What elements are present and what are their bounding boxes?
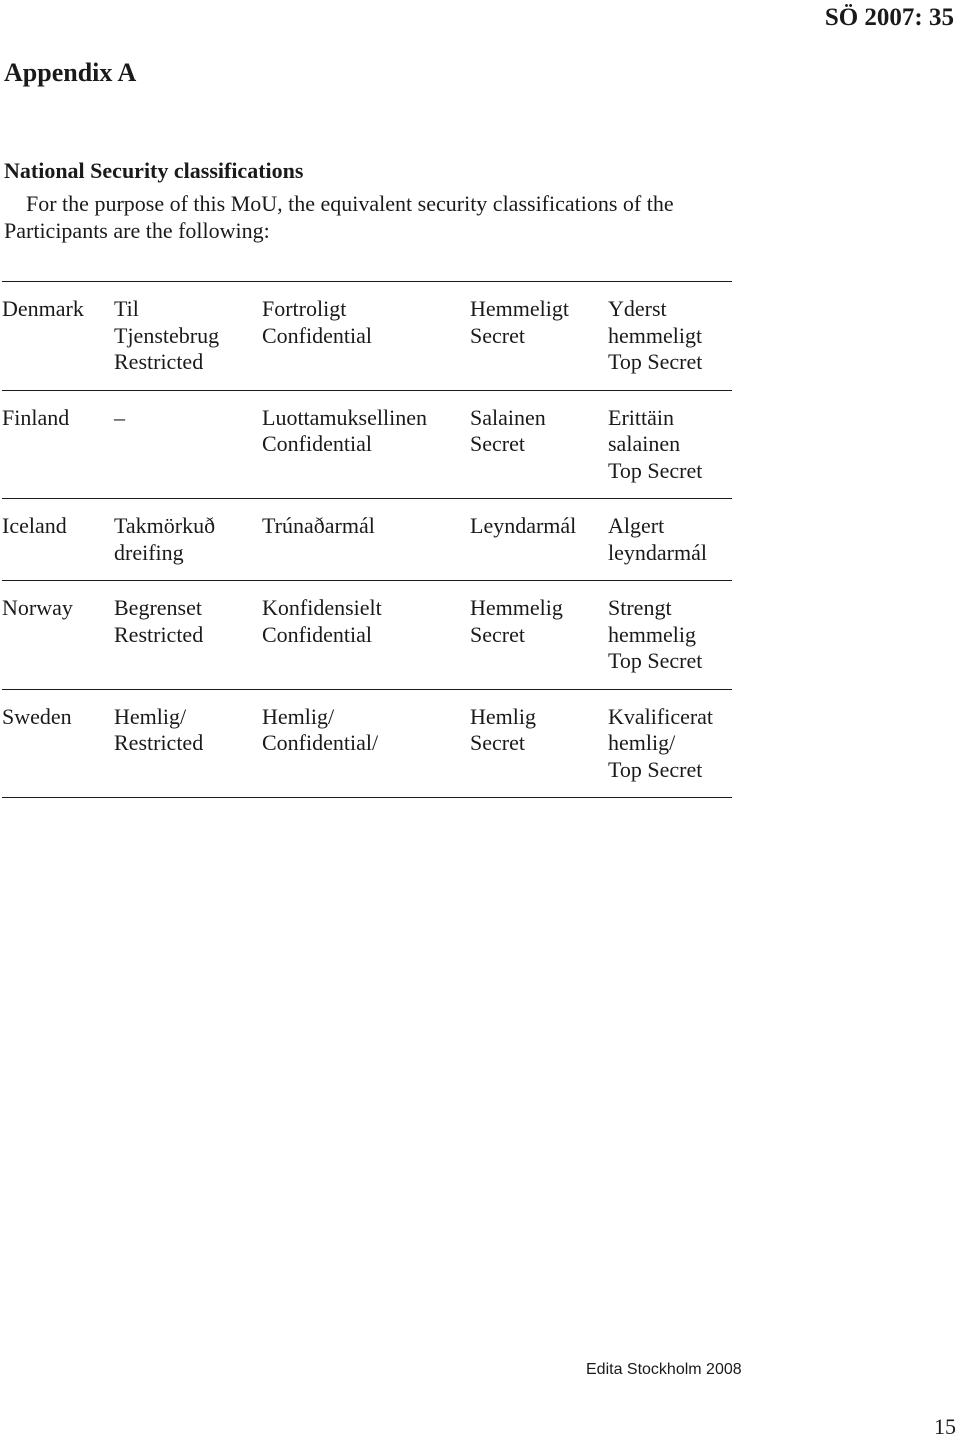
classification-level-4-cell: [608, 581, 732, 690]
classification-text-line: Til: [114, 296, 139, 321]
classification-text-line: Restricted: [114, 349, 204, 374]
classification-level-2-cell: [262, 390, 470, 499]
classification-text-line: Top Secret: [608, 648, 703, 673]
classification-level-3-cell: [470, 689, 608, 798]
classification-text-line: Secret: [470, 621, 525, 647]
classification-text-line: Fortroligt: [262, 296, 347, 321]
classification-text-line: Secret: [470, 322, 525, 348]
classification-text-line: Hemlig/: [114, 703, 187, 729]
classification-table-body: [2, 282, 732, 798]
classification-text-line: Algert: [608, 513, 665, 538]
classification-level-1-cell: [114, 689, 262, 798]
table-row: [2, 390, 732, 499]
publisher-footer: Edita Stockholm 2008: [586, 1361, 742, 1378]
classification-level-4-cell: [608, 689, 732, 798]
table-row: [2, 581, 732, 690]
classification-text-line: Hemlig/: [262, 703, 335, 729]
classification-level-3-cell: [470, 390, 608, 499]
table-row: [2, 689, 732, 798]
classification-text-line: Luottamuksellinen: [262, 404, 427, 430]
appendix-title: Appendix A: [4, 58, 137, 87]
classification-text-line: Confidential: [262, 621, 372, 647]
classification-text-line: Takmörkuð: [114, 513, 216, 538]
classification-level-1-cell: [114, 581, 262, 690]
classification-text-line: Yderst: [608, 296, 667, 321]
classification-text-line: Begrenset: [114, 595, 202, 620]
classification-text-line: Salainen: [470, 404, 546, 430]
classification-level-4-cell: [608, 282, 732, 391]
section-title: National Security classifications: [4, 158, 304, 183]
classification-text-line: Trúnaðarmál: [262, 513, 375, 538]
classification-text-line: Top Secret: [608, 756, 703, 782]
classification-text-line: –: [114, 404, 125, 430]
classification-text-line: Strengt: [608, 595, 672, 620]
country-cell: Finland: [2, 390, 114, 499]
classification-text-line: Top Secret: [608, 349, 703, 374]
classification-table: [2, 281, 732, 798]
classification-text-line: Confidential: [262, 322, 372, 348]
classification-level-4-cell: [608, 499, 732, 581]
classification-text-line: Secret: [470, 730, 525, 755]
classification-text-line: Restricted: [114, 730, 204, 755]
classification-text-line: Hemlig: [470, 703, 536, 729]
classification-text-line: leyndarmál: [608, 539, 707, 565]
classification-text-line: salainen: [608, 431, 681, 456]
classification-text-line: Confidential/: [262, 730, 379, 755]
classification-level-2-cell: [262, 499, 470, 581]
page-number: 15: [934, 1414, 956, 1439]
classification-text-line: Tjenstebrug: [114, 322, 220, 348]
classification-text-line: Confidential: [262, 431, 372, 456]
classification-level-1-cell: [114, 499, 262, 581]
document-reference: SÖ 2007: 35: [824, 4, 954, 31]
classification-text-line: Kvalificerat: [608, 703, 714, 729]
country-cell: Norway: [2, 581, 114, 690]
classification-level-1-cell: [114, 390, 262, 499]
classification-text-line: Restricted: [114, 621, 204, 647]
classification-text-line: hemmelig: [608, 621, 696, 647]
classification-text-line: Erittäin: [608, 404, 674, 430]
classification-level-3-cell: [470, 581, 608, 690]
classification-level-1-cell: [114, 282, 262, 391]
classification-text-line: Leyndarmál: [470, 513, 577, 538]
country-cell: Iceland: [2, 499, 114, 581]
country-cell: Denmark: [2, 282, 114, 391]
classification-level-3-cell: [470, 282, 608, 391]
classification-level-4-cell: [608, 390, 732, 499]
classification-level-2-cell: [262, 282, 470, 391]
classification-text-line: Secret: [470, 431, 525, 456]
classification-text-line: hemmeligt: [608, 322, 703, 348]
classification-text-line: Top Secret: [608, 457, 703, 483]
classification-text-line: Konfidensielt: [262, 595, 382, 620]
classification-text-line: Hemmelig: [470, 595, 563, 620]
table-row: [2, 499, 732, 581]
classification-level-3-cell: [470, 499, 608, 581]
table-row: [2, 282, 732, 391]
classification-text-line: hemlig/: [608, 730, 676, 755]
country-cell: Sweden: [2, 689, 114, 798]
classification-text-line: Hemmeligt: [470, 296, 569, 321]
classification-text-line: dreifing: [114, 539, 184, 565]
classification-level-2-cell: [262, 689, 470, 798]
intro-paragraph: For the purpose of this MoU, the equivalent security classifications of the Participants are the following:: [4, 191, 674, 243]
classification-level-2-cell: [262, 581, 470, 690]
